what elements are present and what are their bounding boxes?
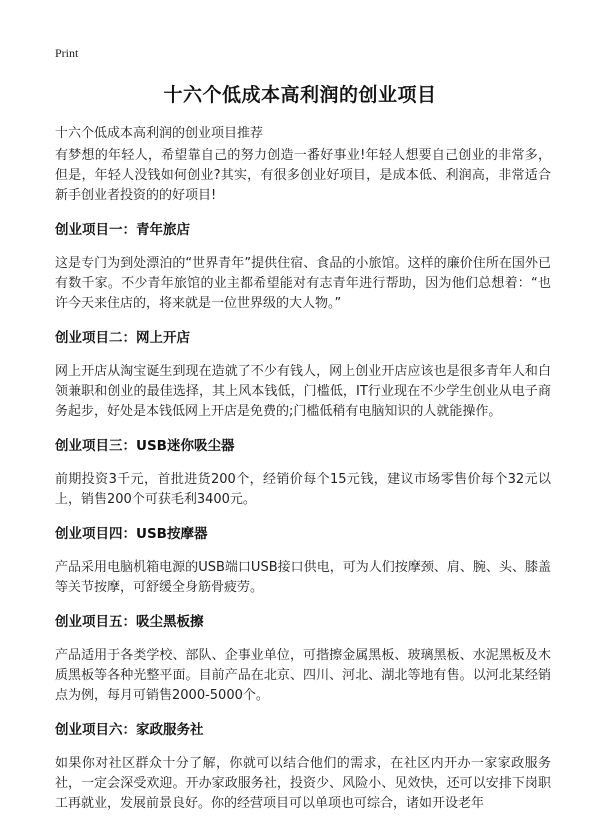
section-body-1: 这是专门为到处漂泊的“世界青年”提供住宿、食品的小旅馆。这样的廉价住所在国外已有数千家。不少青年旅馆的业主都希望能对有志青年进行帮助，因为他们总想着：“也许今天来住店的，将来就是一位世界级的大人物。” — [55, 256, 551, 311]
print-label: Print — [55, 46, 79, 60]
article-body — [55, 146, 551, 828]
section-heading-4: 创业项目四：USB按摩器 — [55, 526, 208, 542]
section-body-5: 产品适用于各类学校、部队、企事业单位，可揩擦金属黑板、玻璃黑板、水泥黑板及木质黑板等各种光整平面。目前产品在北京、四川、河北、湖北等地有售。以河北某经销点为例，每月可销售2000-5000个。 — [55, 648, 551, 703]
section-heading-5: 创业项目五：吸尘黑板擦 — [55, 614, 204, 630]
intro-paragraph: 有梦想的年轻人，希望靠自己的努力创造一番好事业!年轻人想要自己创业的非常多，但是，年轻人没钱如何创业?其实，有很多创业好项目，是成本低、利润高，非常适合新手创业者投资的的好项目! — [55, 148, 551, 203]
section-body-2: 网上开店从淘宝诞生到现在造就了不少有钱人，网上创业开店应该也是很多青年人和白领兼职和创业的最佳选择，其上风本钱低，门槛低，IT行业现在不少学生创业从电子商务起步，好处是本钱低网上开店是免费的;门槛低稍有电脑知识的人就能操作。 — [55, 364, 551, 419]
page-subtitle: 十六个低成本高利润的创业项目推荐 — [55, 126, 264, 141]
section-heading-2: 创业项目二：网上开店 — [55, 330, 190, 346]
section-body-6: 如果你对社区群众十分了解，你就可以结合他们的需求，在社区内开办一家家政服务社，一定会深受欢迎。开办家政服务社，投资少、风险小、见效快，还可以安排下岗职工再就业，发展前景良好。你的经营项目可以单项也可综合，诸如开设老年 — [55, 756, 551, 811]
section-body-3: 前期投资3千元，首批进货200个，经销价每个15元钱，建议市场零售价每个32元以上，销售200个可获毛利3400元。 — [55, 472, 551, 507]
section-heading-3: 创业项目三：USB迷你吸尘器 — [55, 438, 235, 454]
section-heading-1: 创业项目一：青年旅店 — [55, 222, 190, 238]
section-body-4: 产品采用电脑机箱电源的USB端口USB接口供电，可为人们按摩颈、肩、腕、头、膝盖等关节按摩，可舒缓全身筋骨疲劳。 — [55, 560, 551, 595]
page-title: 十六个低成本高利润的创业项目 — [163, 84, 437, 106]
section-heading-6: 创业项目六：家政服务社 — [55, 722, 204, 738]
